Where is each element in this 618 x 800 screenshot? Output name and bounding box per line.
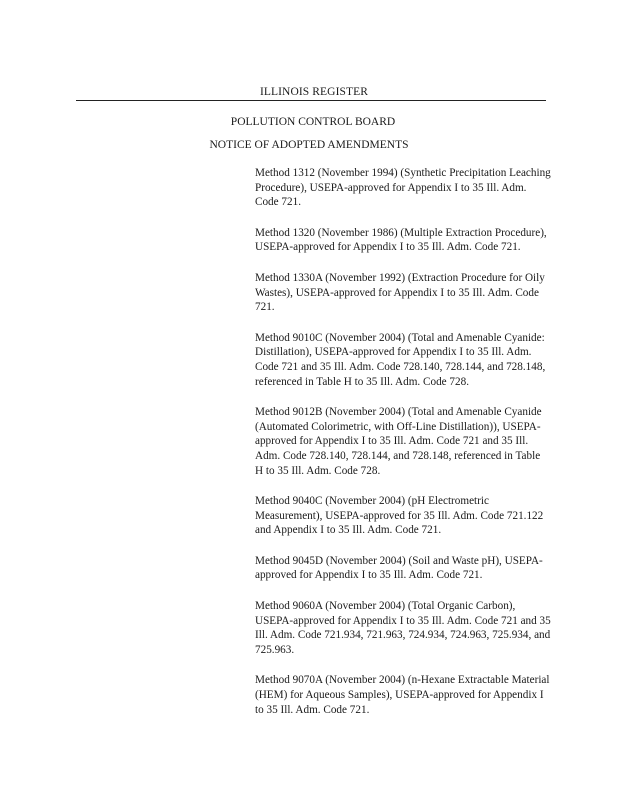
register-title-text: ILLINOIS REGISTER: [259, 86, 369, 98]
method-entry: Method 9060A (November 2004) (Total Organic Carbon), USEPA-approved for Appendix I to 35 Ill. Adm. Code 721 and 35 Ill. Adm. Code 721.934, 721.963, 724.934, 724.963, 725.934, and 725.963.: [255, 600, 551, 656]
method-entry: Method 9045D (November 2004) (Soil and Waste pH), USEPA-approved for Appendix I to 35 Ill. Adm. Code 721.: [255, 554, 543, 582]
method-list: [255, 166, 551, 733]
header-rule: [76, 100, 546, 101]
method-entry: Method 9070A (November 2004) (n-Hexane Extractable Material (HEM) for Aqueous Samples), USEPA-approved for Appendix I to 35 Ill. Adm. Code 721.: [255, 674, 550, 716]
method-entry: Method 9010C (November 2004) (Total and Amenable Cyanide: Distillation), USEPA-approved for Appendix I to 35 Ill. Adm. Code 721 and 35 Ill. Adm. Code 728.140, 728.144, and 728.148, referenced in Table H to 35 Ill. Adm. Code 728.: [255, 331, 546, 388]
method-entry: Method 1312 (November 1994) (Synthetic Precipitation Leaching Procedure), USEPA-approved for Appendix I to 35 Ill. Adm. Code 721.: [255, 167, 551, 209]
board-name-text: POLLUTION CONTROL BOARD: [230, 116, 396, 128]
board-name: [0, 116, 618, 128]
notice-title: [0, 139, 618, 151]
notice-title-text: NOTICE OF ADOPTED AMENDMENTS: [209, 139, 409, 151]
method-entry: Method 1320 (November 1986) (Multiple Extraction Procedure), USEPA-approved for Appendix I to 35 Ill. Adm. Code 721.: [255, 226, 547, 254]
method-entry: Method 1330A (November 1992) (Extraction Procedure for Oily Wastes), USEPA-approved for Appendix I to 35 Ill. Adm. Code 721.: [255, 271, 545, 314]
register-title: [0, 86, 618, 98]
method-entry: Method 9040C (November 2004) (pH Electrometric Measurement), USEPA-approved for 35 Ill. Adm. Code 721.122 and Appendix I to 35 Ill. Adm. Code 721.: [255, 495, 544, 537]
method-entry: Method 9012B (November 2004) (Total and Amenable Cyanide (Automated Colorimetric, with Off-Line Distillation)), USEPA-approved for Appendix I to 35 Ill. Adm. Code 721 and 35 Ill. Adm. Code 728.140, 728.144, and 728.148, referenced in Table H to 35 Ill. Adm. Code 728.: [255, 406, 542, 477]
